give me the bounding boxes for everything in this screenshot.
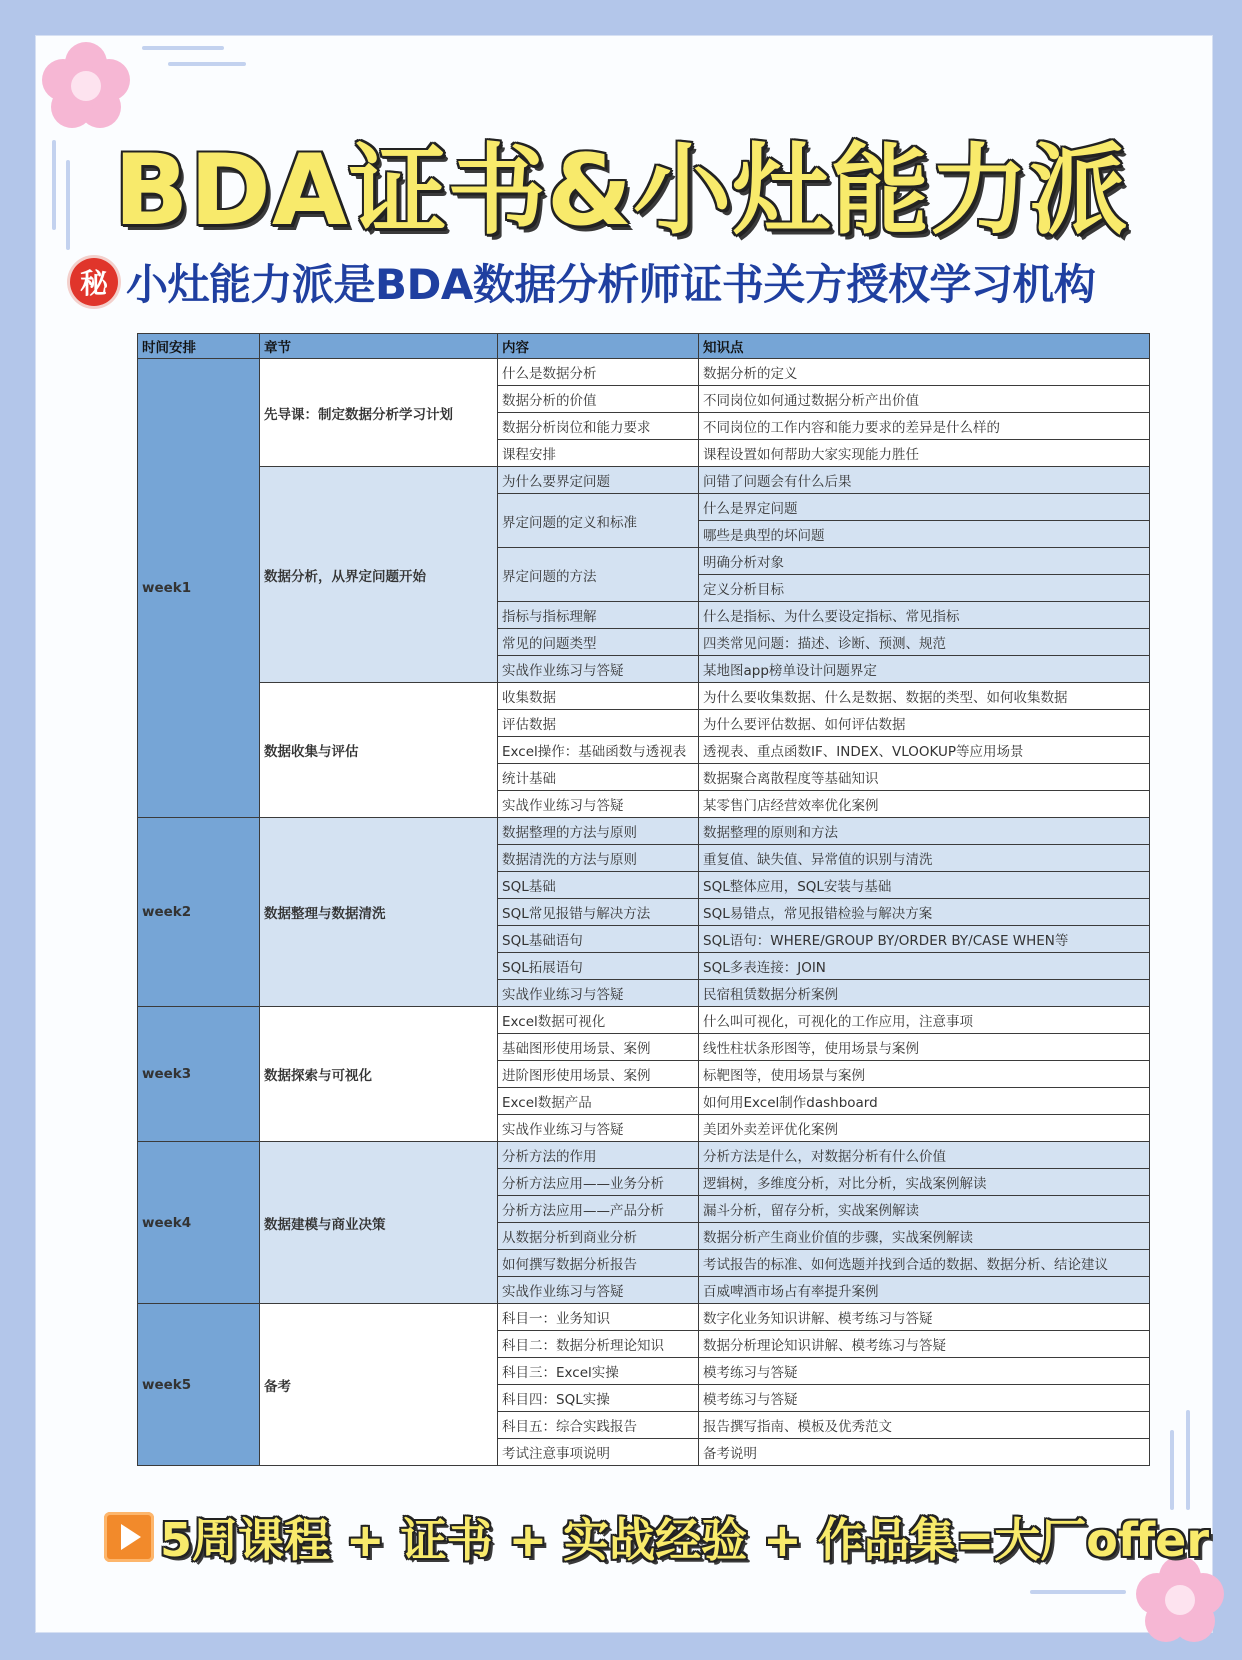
knowledge-cell: 数字化业务知识讲解、模考练习与答疑 — [699, 1304, 1150, 1331]
content-cell: 什么是数据分析 — [498, 359, 699, 386]
knowledge-cell: 分析方法是什么，对数据分析有什么价值 — [699, 1142, 1150, 1169]
knowledge-cell: 某零售门店经营效率优化案例 — [699, 791, 1150, 818]
knowledge-cell: 重复值、缺失值、异常值的识别与清洗 — [699, 845, 1150, 872]
content-cell: SQL基础语句 — [498, 926, 699, 953]
knowledge-cell: 哪些是典型的坏问题 — [699, 521, 1150, 548]
content-cell: 数据清洗的方法与原则 — [498, 845, 699, 872]
knowledge-cell: 为什么要收集数据、什么是数据、数据的类型、如何收集数据 — [699, 683, 1150, 710]
knowledge-cell: 某地图app榜单设计问题界定 — [699, 656, 1150, 683]
knowledge-cell: 线性柱状条形图等，使用场景与案例 — [699, 1034, 1150, 1061]
knowledge-cell: 如何用Excel制作dashboard — [699, 1088, 1150, 1115]
knowledge-cell: 模考练习与答疑 — [699, 1358, 1150, 1385]
table-body — [138, 359, 1150, 1466]
content-cell: 常见的问题类型 — [498, 629, 699, 656]
week-cell: week2 — [138, 818, 260, 1007]
chapter-cell: 数据整理与数据清洗 — [260, 818, 498, 1007]
content-cell: 实战作业练习与答疑 — [498, 656, 699, 683]
content-cell: Excel操作：基础函数与透视表 — [498, 737, 699, 764]
table-row — [138, 1007, 1150, 1034]
table-row — [138, 467, 1150, 494]
week-cell: week5 — [138, 1304, 260, 1466]
knowledge-cell: SQL易错点，常见报错检验与解决方案 — [699, 899, 1150, 926]
course-schedule-table — [137, 333, 1150, 1466]
knowledge-cell: 透视表、重点函数IF、INDEX、VLOOKUP等应用场景 — [699, 737, 1150, 764]
subtitle-bar — [70, 252, 1210, 312]
content-cell: 实战作业练习与答疑 — [498, 1115, 699, 1142]
chapter-cell: 数据探索与可视化 — [260, 1007, 498, 1142]
content-cell: 收集数据 — [498, 683, 699, 710]
content-cell: Excel数据可视化 — [498, 1007, 699, 1034]
week-cell: week4 — [138, 1142, 260, 1304]
knowledge-cell: 漏斗分析，留存分析，实战案例解读 — [699, 1196, 1150, 1223]
content-cell: 实战作业练习与答疑 — [498, 980, 699, 1007]
decorative-line — [1186, 1410, 1190, 1510]
play-icon — [104, 1512, 154, 1562]
content-cell: 数据整理的方法与原则 — [498, 818, 699, 845]
chapter-cell: 数据分析，从界定问题开始 — [260, 467, 498, 683]
decorative-line — [1170, 1430, 1174, 1510]
page-title: BDA证书&小灶能力派 — [113, 134, 1129, 248]
content-cell: 如何撰写数据分析报告 — [498, 1250, 699, 1277]
chapter-cell: 数据收集与评估 — [260, 683, 498, 818]
header-content: 内容 — [498, 334, 699, 359]
content-cell: Excel数据产品 — [498, 1088, 699, 1115]
decorative-line — [142, 46, 224, 50]
knowledge-cell: 课程设置如何帮助大家实现能力胜任 — [699, 440, 1150, 467]
knowledge-cell: 民宿租赁数据分析案例 — [699, 980, 1150, 1007]
content-cell: 统计基础 — [498, 764, 699, 791]
content-cell: 实战作业练习与答疑 — [498, 791, 699, 818]
table-row — [138, 1304, 1150, 1331]
content-cell: 界定问题的定义和标准 — [498, 494, 699, 548]
knowledge-cell: 不同岗位的工作内容和能力要求的差异是什么样的 — [699, 413, 1150, 440]
knowledge-cell: 数据整理的原则和方法 — [699, 818, 1150, 845]
content-cell: 从数据分析到商业分析 — [498, 1223, 699, 1250]
content-cell: 界定问题的方法 — [498, 548, 699, 602]
knowledge-cell: 备考说明 — [699, 1439, 1150, 1466]
footer-banner — [104, 1508, 1209, 1566]
content-cell: 科目三：Excel实操 — [498, 1358, 699, 1385]
knowledge-cell: 模考练习与答疑 — [699, 1385, 1150, 1412]
knowledge-cell: SQL整体应用，SQL安装与基础 — [699, 872, 1150, 899]
content-cell: 科目二：数据分析理论知识 — [498, 1331, 699, 1358]
knowledge-cell: 考试报告的标准、如何选题并找到合适的数据、数据分析、结论建议 — [699, 1250, 1150, 1277]
knowledge-cell: 报告撰写指南、模板及优秀范文 — [699, 1412, 1150, 1439]
header-knowledge: 知识点 — [699, 334, 1150, 359]
content-cell: 评估数据 — [498, 710, 699, 737]
header-chapter: 章节 — [260, 334, 498, 359]
table-row — [138, 818, 1150, 845]
knowledge-cell: 数据分析的定义 — [699, 359, 1150, 386]
chapter-cell: 先导课：制定数据分析学习计划 — [260, 359, 498, 467]
content-cell: 分析方法应用——产品分析 — [498, 1196, 699, 1223]
knowledge-cell: 不同岗位如何通过数据分析产出价值 — [699, 386, 1150, 413]
content-cell: 基础图形使用场景、案例 — [498, 1034, 699, 1061]
knowledge-cell: 数据分析理论知识讲解、模考练习与答疑 — [699, 1331, 1150, 1358]
content-cell: 数据分析的价值 — [498, 386, 699, 413]
content-cell: 课程安排 — [498, 440, 699, 467]
content-cell: 分析方法应用——业务分析 — [498, 1169, 699, 1196]
decorative-line — [1030, 1590, 1126, 1594]
content-cell: 进阶图形使用场景、案例 — [498, 1061, 699, 1088]
table-header-row — [138, 334, 1150, 359]
knowledge-cell: 标靶图等，使用场景与案例 — [699, 1061, 1150, 1088]
knowledge-cell: SQL语句：WHERE/GROUP BY/ORDER BY/CASE WHEN等 — [699, 926, 1150, 953]
subtitle: 小灶能力派是BDA数据分析师证书关方授权学习机构 — [126, 260, 1096, 309]
knowledge-cell: 为什么要评估数据、如何评估数据 — [699, 710, 1150, 737]
week-cell: week1 — [138, 359, 260, 818]
decorative-line — [168, 62, 246, 66]
chapter-cell: 备考 — [260, 1304, 498, 1466]
knowledge-cell: 数据聚合离散程度等基础知识 — [699, 764, 1150, 791]
content-cell: 为什么要界定问题 — [498, 467, 699, 494]
content-cell: 考试注意事项说明 — [498, 1439, 699, 1466]
content-cell: SQL基础 — [498, 872, 699, 899]
knowledge-cell: 四类常见问题：描述、诊断、预测、规范 — [699, 629, 1150, 656]
knowledge-cell: 什么是界定问题 — [699, 494, 1150, 521]
content-cell: 科目一：业务知识 — [498, 1304, 699, 1331]
knowledge-cell: 百威啤酒市场占有率提升案例 — [699, 1277, 1150, 1304]
content-cell: 数据分析岗位和能力要求 — [498, 413, 699, 440]
content-cell: 分析方法的作用 — [498, 1142, 699, 1169]
knowledge-cell: 问错了问题会有什么后果 — [699, 467, 1150, 494]
table-row — [138, 683, 1150, 710]
content-cell: SQL拓展语句 — [498, 953, 699, 980]
knowledge-cell: 什么叫可视化，可视化的工作应用，注意事项 — [699, 1007, 1150, 1034]
knowledge-cell: 逻辑树，多维度分析，对比分析，实战案例解读 — [699, 1169, 1150, 1196]
knowledge-cell: 什么是指标、为什么要设定指标、常见指标 — [699, 602, 1150, 629]
content-cell: 科目五：综合实践报告 — [498, 1412, 699, 1439]
content-cell: 科目四：SQL实操 — [498, 1385, 699, 1412]
week-cell: week3 — [138, 1007, 260, 1142]
knowledge-cell: 数据分析产生商业价值的步骤，实战案例解读 — [699, 1223, 1150, 1250]
header-time: 时间安排 — [138, 334, 260, 359]
knowledge-cell: 定义分析目标 — [699, 575, 1150, 602]
knowledge-cell: SQL多表连接：JOIN — [699, 953, 1150, 980]
chapter-cell: 数据建模与商业决策 — [260, 1142, 498, 1304]
knowledge-cell: 美团外卖差评优化案例 — [699, 1115, 1150, 1142]
table-row — [138, 1142, 1150, 1169]
content-cell: SQL常见报错与解决方法 — [498, 899, 699, 926]
content-cell: 指标与指标理解 — [498, 602, 699, 629]
table-row — [138, 359, 1150, 386]
secret-badge-icon: 秘 — [70, 258, 118, 306]
content-cell: 实战作业练习与答疑 — [498, 1277, 699, 1304]
knowledge-cell: 明确分析对象 — [699, 548, 1150, 575]
footer-text: 5周课程 + 证书 + 实战经验 + 作品集=大厂offer — [160, 1513, 1210, 1567]
